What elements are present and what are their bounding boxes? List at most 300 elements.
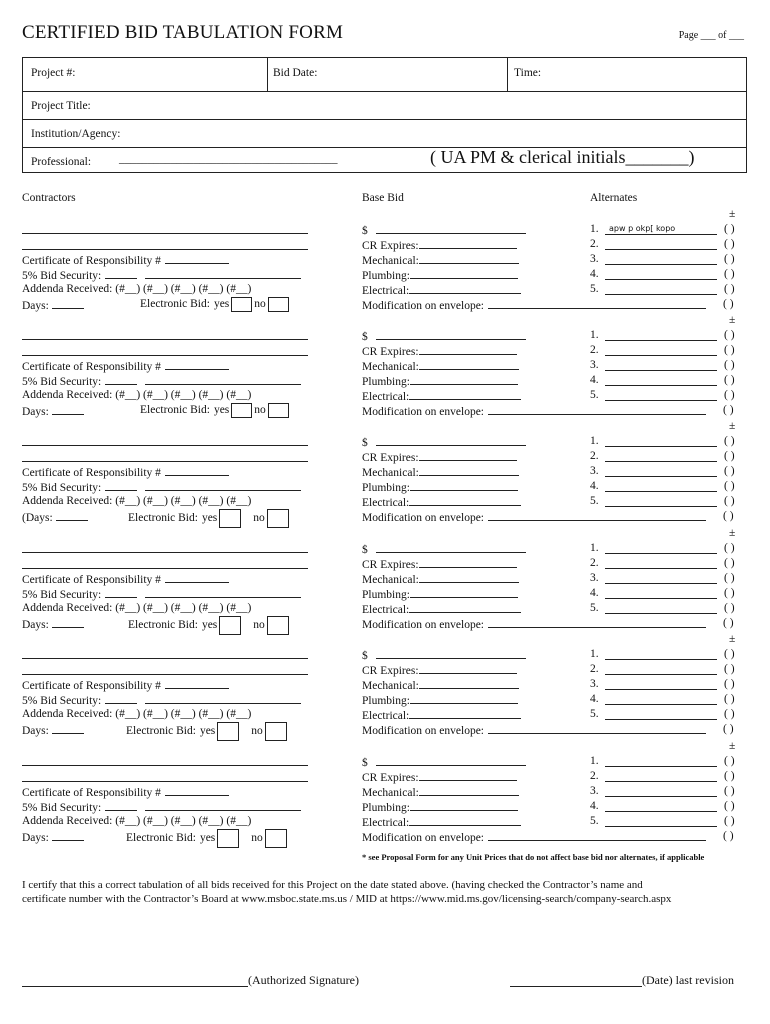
alternate-number: 4. (590, 587, 599, 599)
alternate-line[interactable] (605, 476, 717, 477)
alternate-paren[interactable]: ( ) (724, 435, 735, 447)
plumbing-field-line[interactable] (410, 479, 518, 491)
alternate-paren[interactable]: ( ) (724, 329, 735, 341)
alternate-paren[interactable]: ( ) (724, 708, 735, 720)
alternate-line[interactable] (605, 355, 717, 356)
electronic-bid[interactable] (140, 403, 289, 418)
days-line[interactable] (56, 509, 88, 521)
project-title-field[interactable]: Project Title: (31, 100, 91, 112)
electrical-field-line[interactable] (409, 707, 521, 719)
mechanical-field-line[interactable] (419, 464, 519, 476)
alternate-paren[interactable]: ( ) (724, 389, 735, 401)
cr-expires-field-line[interactable] (419, 449, 517, 461)
modification-paren: ( ) (723, 404, 734, 416)
plumbing-field-label: Plumbing: (362, 802, 410, 814)
contractor-name-line[interactable] (22, 249, 308, 250)
days-line[interactable] (52, 297, 84, 309)
alternate-paren[interactable]: ( ) (724, 815, 735, 827)
cert-number-line[interactable] (165, 252, 229, 264)
electrical-field-label: Electrical: (362, 710, 410, 722)
cert-number-line[interactable] (165, 677, 229, 689)
cr-expires-field-line[interactable] (419, 237, 517, 249)
certification-line-2: certificate number with the Contractor’s Board at www.msboc.state.ms.us / MID at https://www.mid.ms.gov/licensing-search/company-search.aspx (22, 893, 672, 905)
mechanical-field-label: Mechanical: (362, 467, 419, 479)
days-field[interactable] (22, 403, 84, 420)
modification-line[interactable] (488, 509, 706, 521)
plus-minus-symbol: ± (729, 740, 736, 752)
cr-expires-field-line[interactable] (419, 769, 517, 781)
addenda-received[interactable]: Addenda Received: (#__) (#__) (#__) (#__) (#__) (22, 815, 252, 827)
professional-label: Professional: (31, 156, 92, 168)
no-checkbox[interactable] (268, 403, 289, 418)
yes-checkbox[interactable] (219, 616, 241, 635)
plumbing-field-label: Plumbing: (362, 376, 410, 388)
days-label: Days: (22, 725, 49, 737)
electronic-bid-label: Electronic Bid: (126, 725, 196, 738)
electronic-bid-label: Electronic Bid: (126, 832, 196, 845)
alternate-line[interactable] (605, 689, 717, 690)
contractor-name-line[interactable] (22, 658, 308, 659)
alternate-paren[interactable]: ( ) (724, 480, 735, 492)
alternate-paren[interactable]: ( ) (724, 587, 735, 599)
alternate-number: 3. (590, 465, 599, 477)
alternate-paren[interactable]: ( ) (724, 223, 735, 235)
no-label: no (254, 404, 266, 417)
certification-line-1: I certify that this a correct tabulation of all bids received for this Project on the date stated above. (having checked the Contractor’s name and (22, 879, 643, 891)
alternate-number: 1. (590, 223, 599, 235)
yes-checkbox[interactable] (217, 722, 239, 741)
addenda-received[interactable]: Addenda Received: (#__) (#__) (#__) (#__) (#__) (22, 495, 252, 507)
days-field[interactable] (22, 297, 84, 314)
cr-expires-field-label: CR Expires: (362, 772, 419, 784)
alternate-line[interactable] (605, 796, 717, 797)
cert-number-line[interactable] (165, 358, 229, 370)
electronic-bid[interactable] (128, 509, 289, 528)
electrical-field-line[interactable] (409, 814, 521, 826)
alternate-line[interactable] (605, 370, 717, 371)
electrical-field-label: Electrical: (362, 604, 410, 616)
cr-expires-field-line[interactable] (419, 556, 517, 568)
bid-security-label: 5% Bid Security: (22, 802, 102, 814)
modification-paren: ( ) (723, 830, 734, 842)
alternate-paren[interactable]: ( ) (724, 359, 735, 371)
alternate-paren[interactable]: ( ) (724, 374, 735, 386)
days-label: Days: (22, 619, 49, 631)
alternate-number: 1. (590, 755, 599, 767)
bid-security-label: 5% Bid Security: (22, 270, 102, 282)
contractor-name-line[interactable] (22, 355, 308, 356)
mechanical-field-label: Mechanical: (362, 574, 419, 586)
electrical-field-label: Electrical: (362, 817, 410, 829)
modification-line[interactable] (488, 616, 706, 628)
cert-number-line[interactable] (165, 571, 229, 583)
plumbing-field-line[interactable] (410, 267, 518, 279)
cr-expires-field-label: CR Expires: (362, 559, 419, 571)
cr-expires-field-label: CR Expires: (362, 240, 419, 252)
mechanical-field-line[interactable] (419, 571, 519, 583)
base-bid-amount-line[interactable] (376, 541, 526, 553)
bid-security-label: 5% Bid Security: (22, 482, 102, 494)
alternate-line[interactable] (605, 826, 717, 827)
time-field[interactable]: Time: (514, 67, 542, 79)
date-revision-label: (Date) last revision (642, 973, 734, 987)
electrical-field-line[interactable] (409, 601, 521, 613)
yes-checkbox[interactable] (231, 297, 252, 312)
alternate-number: 2. (590, 770, 599, 782)
alternate-line[interactable] (605, 249, 717, 250)
alternate-line[interactable] (605, 264, 717, 265)
bid-security-line[interactable] (105, 479, 137, 491)
days-line[interactable] (52, 829, 84, 841)
cert-resp-label: Certificate of Responsibility # (22, 255, 161, 267)
alternate-paren[interactable]: ( ) (724, 283, 735, 295)
header-box (22, 57, 747, 173)
alternate-paren[interactable]: ( ) (724, 268, 735, 280)
alternate-number: 1. (590, 329, 599, 341)
plus-minus-symbol: ± (729, 420, 736, 432)
alternate-line[interactable] (605, 781, 717, 782)
yes-checkbox[interactable] (219, 509, 241, 528)
contractor-name-line[interactable] (22, 233, 308, 234)
cert-resp-label: Certificate of Responsibility # (22, 680, 161, 692)
alternate-line[interactable] (605, 674, 717, 675)
contractor-name-line[interactable] (22, 461, 308, 462)
alternate-number: 2. (590, 344, 599, 356)
alternate-number: 5. (590, 283, 599, 295)
base-bid-amount-line[interactable] (376, 222, 526, 234)
alternate-line[interactable] (605, 568, 717, 569)
electronic-bid-label: Electronic Bid: (128, 512, 198, 525)
alternate-line[interactable] (605, 446, 717, 447)
yes-checkbox[interactable] (231, 403, 252, 418)
alternate-line[interactable] (605, 719, 717, 720)
modification-label: Modification on envelope: (362, 725, 484, 737)
base-bid-amount-line[interactable] (376, 647, 526, 659)
bid-security-line[interactable] (145, 692, 301, 704)
cert-number-line[interactable] (165, 784, 229, 796)
base-bid-amount-label: $ (362, 331, 368, 343)
addenda-received[interactable]: Addenda Received: (#__) (#__) (#__) (#__) (#__) (22, 602, 252, 614)
alternate-line[interactable] (605, 400, 717, 401)
alternate-paren[interactable]: ( ) (724, 572, 735, 584)
alternate-paren[interactable]: ( ) (724, 253, 735, 265)
alternate-line[interactable] (605, 659, 717, 660)
alternate-number: 3. (590, 678, 599, 690)
alternate-line[interactable] (605, 461, 717, 462)
alternate-number: 5. (590, 708, 599, 720)
mechanical-field-line[interactable] (419, 252, 519, 264)
contractor-name-line[interactable] (22, 552, 308, 553)
base-bid-amount-label: $ (362, 437, 368, 449)
modification-label: Modification on envelope: (362, 832, 484, 844)
electrical-field-label: Electrical: (362, 285, 410, 297)
addenda-received[interactable]: Addenda Received: (#__) (#__) (#__) (#__) (#__) (22, 708, 252, 720)
bid-security-label: 5% Bid Security: (22, 695, 102, 707)
alternate-number: 5. (590, 602, 599, 614)
modification-paren: ( ) (723, 723, 734, 735)
modification-label: Modification on envelope: (362, 406, 484, 418)
alternate-number: 2. (590, 450, 599, 462)
modification-label: Modification on envelope: (362, 619, 484, 631)
days-label: Days: (22, 300, 49, 312)
no-checkbox[interactable] (267, 509, 289, 528)
plumbing-field-line[interactable] (410, 799, 518, 811)
alternate-number: 3. (590, 785, 599, 797)
electronic-bid[interactable] (126, 829, 287, 848)
base-bid-amount-line[interactable] (376, 754, 526, 766)
modification-on-envelope[interactable] (362, 297, 706, 314)
mechanical-field-line[interactable] (419, 784, 519, 796)
days-line[interactable] (52, 616, 84, 628)
plus-minus-symbol: ± (729, 527, 736, 539)
cert-resp-label: Certificate of Responsibility # (22, 787, 161, 799)
days-field[interactable] (22, 509, 88, 526)
cr-expires-field-label: CR Expires: (362, 452, 419, 464)
alternate-paren[interactable]: ( ) (724, 785, 735, 797)
alternate-number: 4. (590, 268, 599, 280)
alternate-number: 4. (590, 374, 599, 386)
alternate-number: 5. (590, 495, 599, 507)
alternate-line[interactable] (605, 811, 717, 812)
alternate-paren[interactable]: ( ) (724, 663, 735, 675)
bid-security-label: 5% Bid Security: (22, 376, 102, 388)
no-label: no (254, 298, 266, 311)
alternate-line[interactable] (605, 598, 717, 599)
base-bid-amount-label: $ (362, 650, 368, 662)
plumbing-field-line[interactable] (410, 373, 518, 385)
page-number-field[interactable]: Page ___ of ___ (678, 30, 744, 41)
mechanical-field-label: Mechanical: (362, 361, 419, 373)
date-line[interactable] (510, 986, 642, 987)
plumbing-field-label: Plumbing: (362, 589, 410, 601)
modification-on-envelope[interactable] (362, 509, 706, 526)
modification-label: Modification on envelope: (362, 512, 484, 524)
mechanical-field-label: Mechanical: (362, 680, 419, 692)
electronic-bid-label: Electronic Bid: (128, 619, 198, 632)
alternate-number: 4. (590, 800, 599, 812)
alternate-paren[interactable]: ( ) (724, 450, 735, 462)
no-label: no (251, 832, 263, 845)
professional-field[interactable]: ______________________________________ (119, 153, 338, 165)
no-checkbox[interactable] (268, 297, 289, 312)
alternate-line[interactable] (605, 294, 717, 295)
mechanical-field-line[interactable] (419, 677, 519, 689)
modification-paren: ( ) (723, 510, 734, 522)
contractors-heading: Contractors (22, 192, 76, 204)
days-label: (Days: (22, 512, 53, 524)
contractor-name-line[interactable] (22, 674, 308, 675)
modification-paren: ( ) (723, 298, 734, 310)
bid-security-line[interactable] (145, 373, 301, 385)
bid-security-line[interactable] (145, 479, 301, 491)
unit-price-footnote: * see Proposal Form for any Unit Prices that do not affect base bid nor alternates, if applicable (362, 852, 705, 862)
cr-expires-field-line[interactable] (419, 662, 517, 674)
base-bid-amount-line[interactable] (376, 434, 526, 446)
institution-field[interactable]: Institution/Agency: (31, 128, 121, 140)
alternate-paren[interactable]: ( ) (724, 557, 735, 569)
contractor-name-line[interactable] (22, 339, 308, 340)
alternate-line[interactable] (605, 766, 717, 767)
signature-line[interactable] (22, 986, 248, 987)
bid-security-label: 5% Bid Security: (22, 589, 102, 601)
handwritten-entry: apw p okp[ kopo (609, 224, 676, 233)
modification-on-envelope[interactable] (362, 616, 706, 633)
cr-expires-field-label: CR Expires: (362, 346, 419, 358)
bid-security-line[interactable] (145, 799, 301, 811)
days-field[interactable] (22, 616, 84, 633)
alternate-paren[interactable]: ( ) (724, 648, 735, 660)
header-divider (267, 58, 268, 91)
electrical-field-label: Electrical: (362, 391, 410, 403)
project-number-field[interactable]: Project #: (31, 67, 76, 79)
addenda-received[interactable]: Addenda Received: (#__) (#__) (#__) (#__) (#__) (22, 389, 252, 401)
authorized-signature-label: (Authorized Signature) (248, 973, 359, 987)
electronic-bid[interactable] (140, 297, 289, 312)
modification-label: Modification on envelope: (362, 300, 484, 312)
bid-security-line[interactable] (105, 799, 137, 811)
alternate-line[interactable] (605, 385, 717, 386)
mechanical-field-line[interactable] (419, 358, 519, 370)
electrical-field-line[interactable] (409, 494, 521, 506)
electrical-field-line[interactable] (409, 282, 521, 294)
yes-label: yes (201, 619, 218, 632)
header-rule (23, 91, 746, 92)
header-rule (23, 119, 746, 120)
modification-paren: ( ) (723, 617, 734, 629)
cert-resp-label: Certificate of Responsibility # (22, 574, 161, 586)
contractor-name-line[interactable] (22, 568, 308, 569)
form-title: CERTIFIED BID TABULATION FORM (22, 22, 344, 43)
modification-line[interactable] (488, 297, 706, 309)
alternate-line[interactable] (605, 491, 717, 492)
plumbing-field-line[interactable] (410, 692, 518, 704)
modification-line[interactable] (488, 722, 706, 734)
alternate-line[interactable] (605, 506, 717, 507)
yes-label: yes (201, 512, 218, 525)
no-checkbox[interactable] (265, 829, 287, 848)
base-bid-amount-line[interactable] (376, 328, 526, 340)
alternate-number: 2. (590, 663, 599, 675)
alternate-line[interactable] (605, 279, 717, 280)
electrical-field-label: Electrical: (362, 497, 410, 509)
yes-label: yes (213, 404, 230, 417)
modification-line[interactable] (488, 829, 706, 841)
alternate-line[interactable] (605, 613, 717, 614)
mechanical-field-label: Mechanical: (362, 787, 419, 799)
addenda-received[interactable]: Addenda Received: (#__) (#__) (#__) (#__) (#__) (22, 283, 252, 295)
base-bid-amount-label: $ (362, 544, 368, 556)
alternate-paren[interactable]: ( ) (724, 602, 735, 614)
bid-security-line[interactable] (145, 267, 301, 279)
days-line[interactable] (52, 722, 84, 734)
alternate-paren[interactable]: ( ) (724, 770, 735, 782)
alternate-paren[interactable]: ( ) (724, 238, 735, 250)
alternate-number: 1. (590, 542, 599, 554)
no-label: no (253, 512, 265, 525)
modification-on-envelope[interactable] (362, 403, 706, 420)
alternate-number: 3. (590, 359, 599, 371)
base-bid-amount-label: $ (362, 757, 368, 769)
cert-number-line[interactable] (165, 464, 229, 476)
alternate-number: 2. (590, 238, 599, 250)
days-field[interactable] (22, 829, 84, 846)
electronic-bid[interactable] (128, 616, 289, 635)
bid-security-line[interactable] (105, 373, 137, 385)
electrical-field-line[interactable] (409, 388, 521, 400)
header-divider (507, 58, 508, 91)
no-checkbox[interactable] (265, 722, 287, 741)
plus-minus-symbol: ± (729, 314, 736, 326)
yes-label: yes (199, 725, 216, 738)
alternate-paren[interactable]: ( ) (724, 542, 735, 554)
alternate-line[interactable] (605, 234, 717, 235)
alternate-line[interactable] (605, 553, 717, 554)
no-label: no (251, 725, 263, 738)
modification-on-envelope[interactable] (362, 722, 706, 739)
alternate-number: 5. (590, 389, 599, 401)
bid-security-line[interactable] (105, 586, 137, 598)
base-bid-heading: Base Bid (362, 192, 404, 204)
bid-security-line[interactable] (105, 692, 137, 704)
cr-expires-field-line[interactable] (419, 343, 517, 355)
alternate-paren[interactable]: ( ) (724, 693, 735, 705)
alternate-paren[interactable]: ( ) (724, 495, 735, 507)
initials-field[interactable]: ( UA PM & clerical initials_______) (430, 147, 695, 167)
cert-resp-label: Certificate of Responsibility # (22, 361, 161, 373)
plumbing-field-line[interactable] (410, 586, 518, 598)
contractor-name-line[interactable] (22, 781, 308, 782)
alternate-number: 5. (590, 815, 599, 827)
days-label: Days: (22, 406, 49, 418)
days-line[interactable] (52, 403, 84, 415)
bid-security-line[interactable] (105, 267, 137, 279)
contractor-name-line[interactable] (22, 445, 308, 446)
modification-line[interactable] (488, 403, 706, 415)
alternates-heading: Alternates (590, 192, 638, 204)
yes-checkbox[interactable] (217, 829, 239, 848)
plumbing-field-label: Plumbing: (362, 482, 410, 494)
electronic-bid-label: Electronic Bid: (140, 298, 210, 311)
plumbing-field-label: Plumbing: (362, 270, 410, 282)
alternate-paren[interactable]: ( ) (724, 678, 735, 690)
alternate-paren[interactable]: ( ) (724, 344, 735, 356)
alternate-paren[interactable]: ( ) (724, 800, 735, 812)
no-label: no (253, 619, 265, 632)
alternate-line[interactable] (605, 704, 717, 705)
alternate-paren[interactable]: ( ) (724, 755, 735, 767)
contractor-name-line[interactable] (22, 765, 308, 766)
alternate-paren[interactable]: ( ) (724, 465, 735, 477)
alternate-line[interactable] (605, 340, 717, 341)
yes-label: yes (199, 832, 216, 845)
alternate-number: 3. (590, 253, 599, 265)
yes-label: yes (213, 298, 230, 311)
plumbing-field-label: Plumbing: (362, 695, 410, 707)
alternate-number: 2. (590, 557, 599, 569)
alternate-line[interactable] (605, 583, 717, 584)
days-label: Days: (22, 832, 49, 844)
mechanical-field-label: Mechanical: (362, 255, 419, 267)
bid-date-field[interactable]: Bid Date: (273, 67, 318, 79)
days-field[interactable] (22, 722, 84, 739)
electronic-bid[interactable] (126, 722, 287, 741)
alternate-number: 3. (590, 572, 599, 584)
no-checkbox[interactable] (267, 616, 289, 635)
modification-on-envelope[interactable] (362, 829, 706, 846)
plus-minus-symbol: ± (729, 633, 736, 645)
bid-security-line[interactable] (145, 586, 301, 598)
base-bid-amount-label: $ (362, 225, 368, 237)
